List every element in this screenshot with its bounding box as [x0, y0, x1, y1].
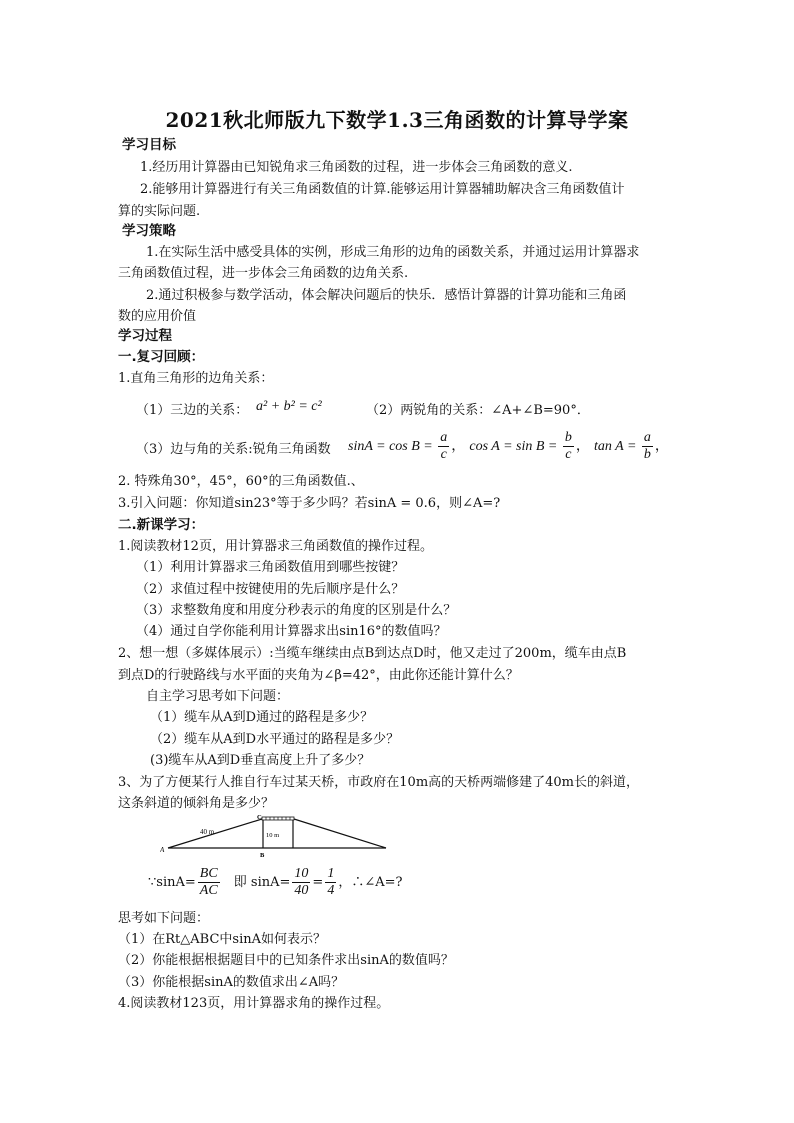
calc-equals: = [312, 875, 324, 890]
goal-item-1: 1.经历用计算器由已知锐角求三角函数的过程，进一步体会三角函数的意义. [140, 160, 573, 175]
pythagorean-formula: a² + b² = c² [256, 399, 322, 414]
new-item-2-intro: 自主学习思考如下问题： [146, 689, 290, 704]
strategy-item-2: 2.通过积极参与数学活动，体会解决问题后的快乐．感悟计算器的计算功能和三角函 [146, 288, 627, 303]
trig-ratio-formulas: sinA = cos B = $\frac{a}{c}$ ， cos A = sin B = $\frac{b}{c}$ ， tan A = $\frac{a}{b}$ ， [348, 430, 669, 462]
strategy-item-1: 1.在实际生活中感受具体的实例，形成三角形的边角的函数关系，并通过运用计算器求 [146, 245, 640, 260]
page-title: 2021秋北师版九下数学1.3三角函数的计算导学案 [165, 108, 629, 132]
strategy-item-2-cont: 数的应用价值 [118, 309, 197, 324]
new-item-3: 3、为了方便某行人推自行车过某天桥，市政府在10m高的天桥两端修建了40m长的斜道， [118, 775, 640, 790]
right-ramp [294, 819, 386, 848]
new-item-2-2: （2）缆车从A到D水平通过的路程是多少？ [150, 732, 400, 747]
new-lesson-heading: 二.新课学习： [118, 517, 205, 533]
strategy-heading: 学习策略 [122, 223, 176, 239]
new-item-1-1: （1）利用计算器求三角函数值用到哪些按键？ [136, 560, 405, 575]
review-item-1-2: （2）两锐角的关系：∠A+∠B=90°． [366, 403, 590, 418]
strategy-item-1-cont: 三角函数值过程，进一步体会三角函数的边角关系. [118, 266, 409, 281]
new-item-1-3: （3）求整数角度和用度分秒表示的角度的区别是什么？ [136, 603, 457, 618]
review-item-1-1-label: （1）三边的关系： [136, 403, 249, 418]
bridge-ramp-figure [160, 812, 392, 862]
review-item-1-3-label: （3）边与角的关系:锐角三角函数 [136, 442, 331, 457]
height-label: 10 m [266, 832, 280, 839]
new-item-1-4: （4）通过自学你能利用计算器求出sin16°的数值吗？ [136, 624, 447, 639]
think-heading: 思考如下问题： [118, 911, 210, 926]
review-heading: 一.复习回顾： [118, 349, 205, 365]
point-b-label: B [260, 852, 265, 859]
new-item-1: 1.阅读教材12页，用计算器求三角函数值的操作过程。 [118, 539, 433, 554]
point-a-label: A [160, 846, 165, 854]
calc-mid: 即 sinA= [233, 875, 291, 890]
new-item-2: 2、想一想（多媒体展示）:当缆车继续由点B到达点D时，他又走过了200m，缆车由点B [118, 646, 627, 661]
process-heading: 学习过程 [118, 328, 172, 344]
goals-heading: 学习目标 [122, 137, 176, 153]
goal-item-2-cont: 算的实际问题. [118, 204, 201, 219]
sine-calculation [148, 866, 402, 899]
calc-because: ∵sinA= [148, 875, 196, 890]
review-item-2: 2. 特殊角30°，45°，60°的三角函数值.、 [118, 474, 364, 489]
think-item-1: （1）在Rt△ABC中sinA如何表示？ [118, 932, 327, 947]
ramp-length-label: 40 m [200, 828, 215, 836]
new-item-2-cont: 到点D的行驶路线与水平面的夹角为∠β=42°，由此你还能计算什么？ [118, 668, 519, 683]
calc-tail: ，∴∠A=? [338, 875, 403, 890]
review-item-1: 1.直角三角形的边角关系： [118, 371, 274, 386]
new-item-2-3: (3)缆车从A到D垂直高度上升了多少？ [150, 753, 371, 768]
think-item-3: （3）你能根据sinA的数值求出∠A吗？ [118, 975, 345, 990]
bc-over-ac-fraction: $\frac{BC}{AC}$ [199, 866, 218, 898]
goal-item-2: 2.能够用计算器进行有关三角函数值的计算.能够运用计算器辅助解决含三角函数值计 [140, 182, 625, 197]
new-item-3-cont: 这条斜道的倾斜角是多少？ [118, 796, 275, 811]
ten-over-forty-fraction: $\frac{10}{40}$ [294, 866, 309, 898]
review-item-3: 3.引入问题：你知道sin23°等于多少吗？若sinA = 0.6，则∠A=? [118, 496, 501, 511]
new-item-2-1: （1）缆车从A到D通过的路程是多少？ [150, 710, 374, 725]
new-item-4: 4.阅读教材123页，用计算器求角的操作过程。 [118, 996, 390, 1011]
new-item-1-2: （2）求值过程中按键使用的先后顺序是什么？ [136, 582, 405, 597]
think-item-2: （2）你能根据根据题目中的已知条件求出sinA的数值吗？ [118, 953, 454, 968]
point-c-label: C [257, 814, 262, 821]
left-ramp [168, 819, 262, 848]
one-over-four-fraction: $\frac{1}{4}$ [327, 866, 335, 898]
